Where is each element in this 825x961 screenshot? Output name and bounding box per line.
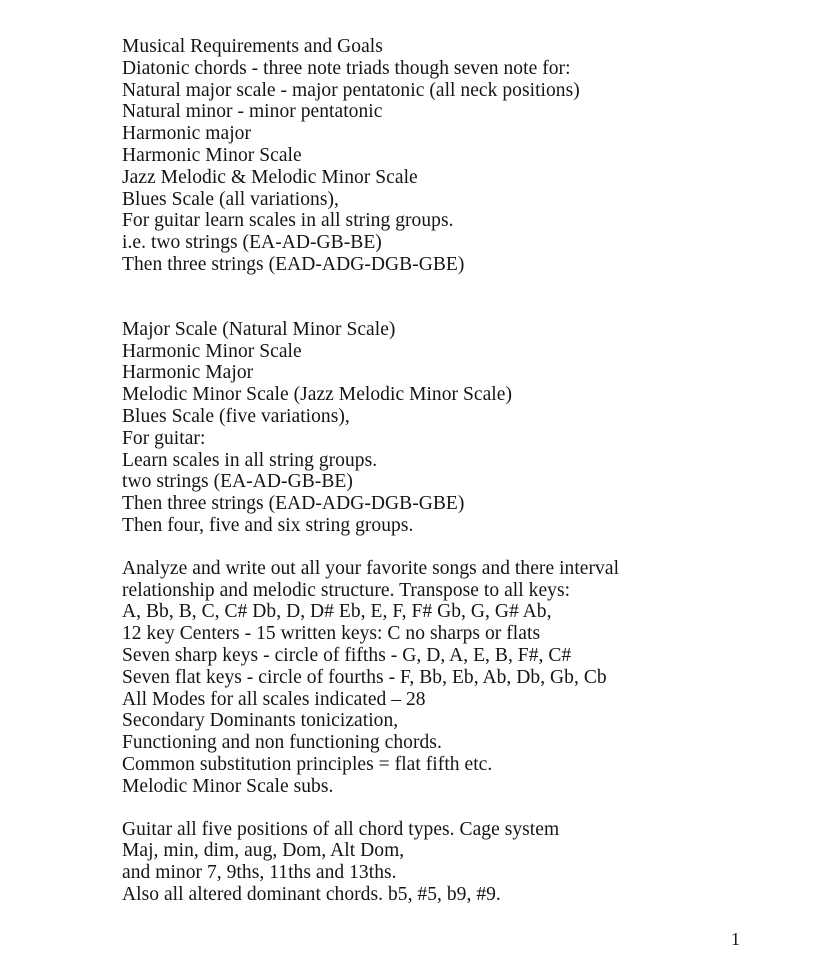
document-body bbox=[122, 36, 742, 906]
text-block-scales-list bbox=[122, 319, 742, 537]
text-line: Natural major scale - major pentatonic (all neck positions) bbox=[122, 79, 580, 101]
text-line: Secondary Dominants tonicization, bbox=[122, 710, 399, 732]
text-line: Blues Scale (all variations), bbox=[122, 188, 339, 210]
text-line: Also all altered dominant chords. b5, #5, b9, #9. bbox=[122, 883, 501, 905]
page-number: 1 bbox=[731, 929, 740, 949]
text-block-guitar-chords bbox=[122, 819, 742, 906]
text-line: Harmonic Minor Scale bbox=[122, 340, 302, 362]
text-line: Harmonic major bbox=[122, 123, 252, 145]
text-line: Seven sharp keys - circle of fifths - G, D, A, E, B, F#, C# bbox=[122, 644, 572, 666]
text-line: For guitar: bbox=[122, 427, 206, 449]
text-line: Learn scales in all string groups. bbox=[122, 449, 378, 471]
text-line: A, Bb, B, C, C# Db, D, D# Eb, E, F, F# Gb, G, G# Ab, bbox=[122, 601, 552, 623]
text-line: Jazz Melodic & Melodic Minor Scale bbox=[122, 166, 418, 188]
text-line: Analyze and write out all your favorite songs and there interval bbox=[122, 557, 620, 579]
text-line: Then four, five and six string groups. bbox=[122, 514, 414, 536]
text-line: Then three strings (EAD-ADG-DGB-GBE) bbox=[122, 253, 465, 275]
text-line: Harmonic Major bbox=[122, 362, 254, 384]
text-line: Blues Scale (five variations), bbox=[122, 405, 350, 427]
text-line: Natural minor - minor pentatonic bbox=[122, 101, 383, 123]
text-line: Major Scale (Natural Minor Scale) bbox=[122, 318, 396, 340]
text-line: Maj, min, dim, aug, Dom, Alt Dom, bbox=[122, 840, 405, 862]
text-line: Diatonic chords - three note triads though seven note for: bbox=[122, 57, 571, 79]
text-block-analysis-keys bbox=[122, 558, 742, 798]
text-block-requirements bbox=[122, 36, 742, 276]
text-line: Common substitution principles = flat fifth etc. bbox=[122, 753, 493, 775]
text-line: Functioning and non functioning chords. bbox=[122, 732, 442, 754]
text-line: Harmonic Minor Scale bbox=[122, 144, 302, 166]
text-line: Musical Requirements and Goals bbox=[122, 36, 383, 57]
text-line: Seven flat keys - circle of fourths - F, Bb, Eb, Ab, Db, Gb, Cb bbox=[122, 666, 607, 688]
text-line: Melodic Minor Scale subs. bbox=[122, 775, 334, 797]
text-line: relationship and melodic structure. Transpose to all keys: bbox=[122, 579, 571, 601]
text-line: 12 key Centers - 15 written keys: C no sharps or flats bbox=[122, 623, 541, 645]
text-line: two strings (EA-AD-GB-BE) bbox=[122, 471, 353, 493]
text-line: i.e. two strings (EA-AD-GB-BE) bbox=[122, 232, 382, 254]
text-line: For guitar learn scales in all string groups. bbox=[122, 210, 454, 232]
text-line: and minor 7, 9ths, 11ths and 13ths. bbox=[122, 862, 397, 884]
text-line: All Modes for all scales indicated – 28 bbox=[122, 688, 426, 710]
text-line: Then three strings (EAD-ADG-DGB-GBE) bbox=[122, 493, 465, 515]
text-line: Melodic Minor Scale (Jazz Melodic Minor Scale) bbox=[122, 384, 513, 406]
text-line: Guitar all five positions of all chord types. Cage system bbox=[122, 818, 560, 840]
